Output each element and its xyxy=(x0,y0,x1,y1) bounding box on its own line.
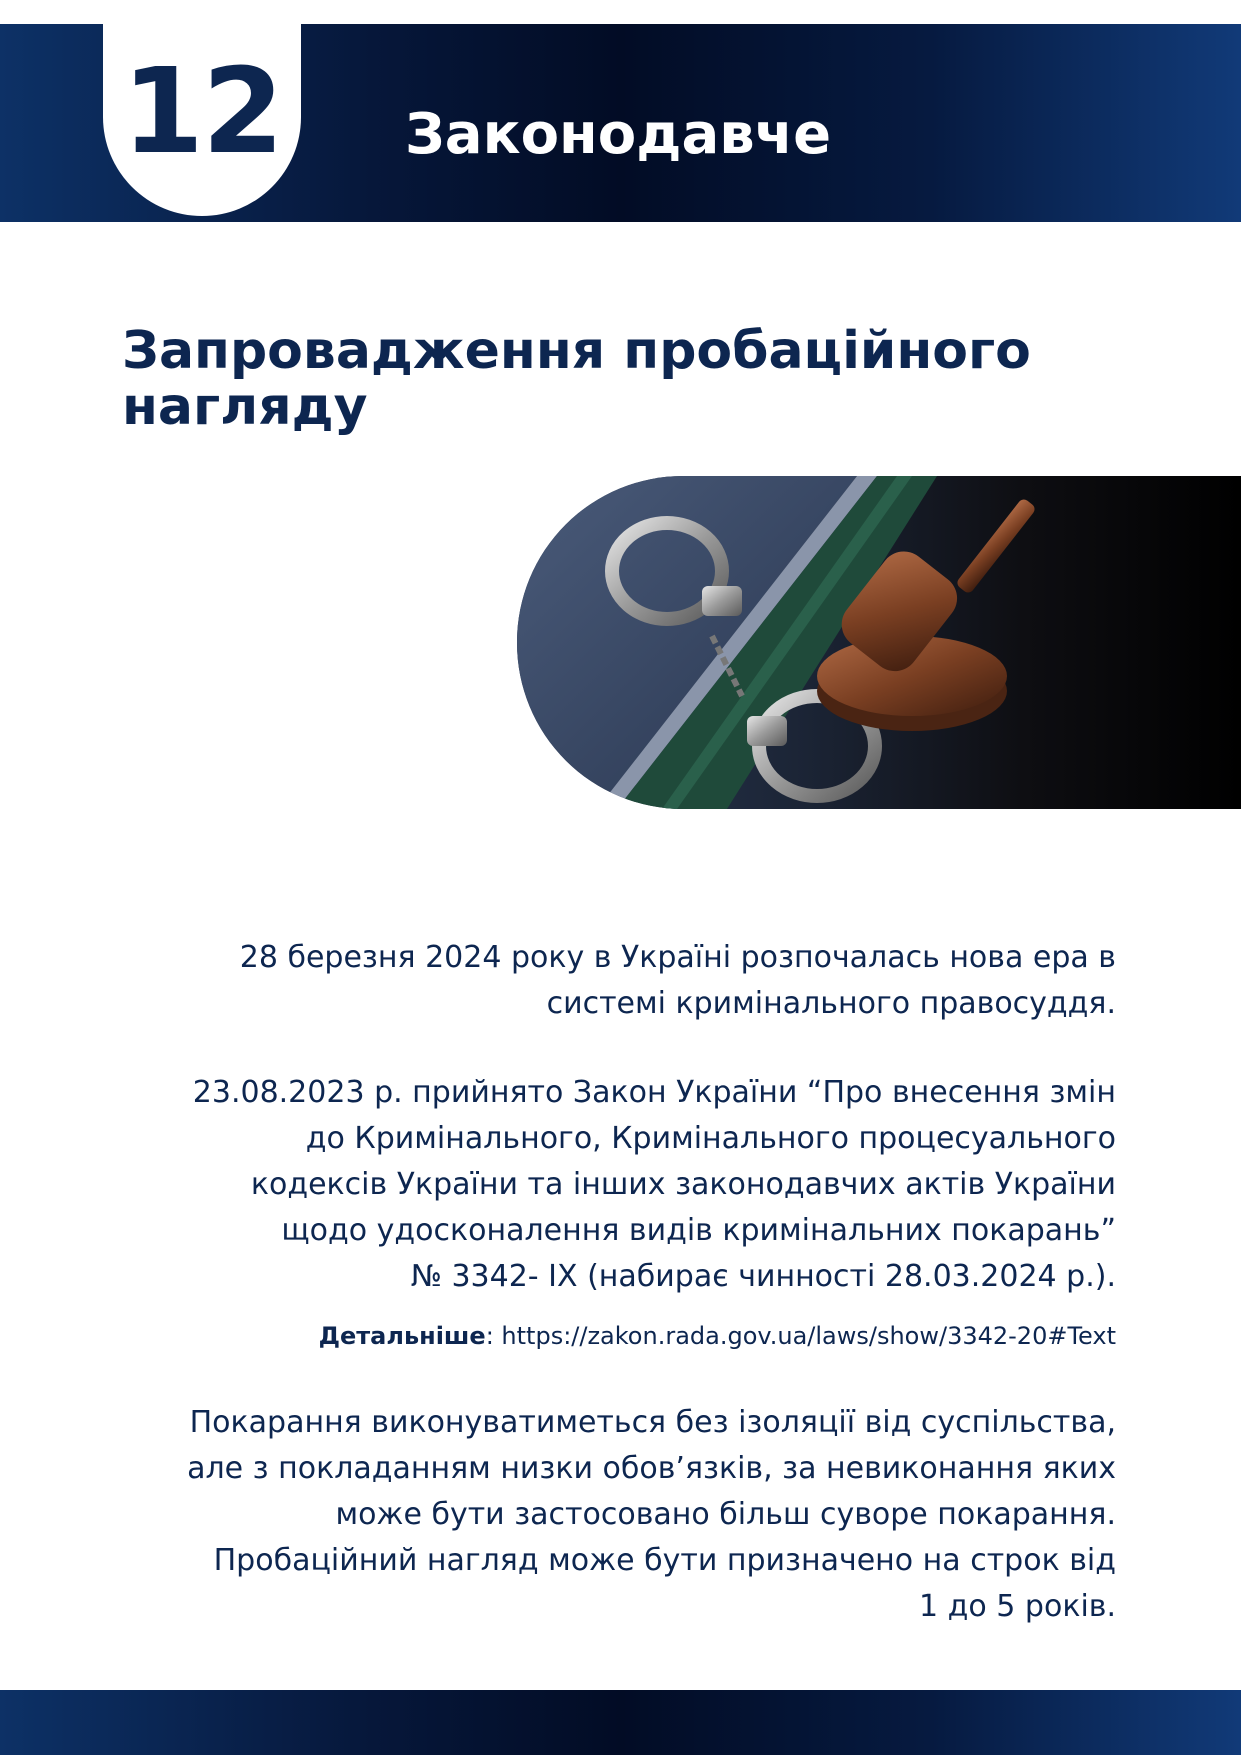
article-title-line-1: Запровадження пробаційного xyxy=(122,321,1031,381)
text-line: системі кримінального правосуддя. xyxy=(546,986,1116,1021)
text-line: Покарання виконуватиметься без ізоляції від суспільства, xyxy=(189,1405,1116,1440)
section-title: Законодавче xyxy=(405,102,832,167)
text-line: Пробаційний нагляд може бути призначено на строк від xyxy=(213,1543,1116,1578)
more-info-label: Детальніше xyxy=(318,1322,486,1350)
article-title xyxy=(122,323,1122,435)
page-number: 12 xyxy=(121,42,283,180)
law-link[interactable]: https://zakon.rada.gov.ua/laws/show/3342-20#Text xyxy=(501,1322,1116,1350)
text-line: може бути застосовано більш суворе покарання. xyxy=(335,1497,1116,1532)
text-line: але з покладанням низки обов’язків, за невиконання яких xyxy=(187,1451,1116,1486)
article-title-line-2: нагляду xyxy=(122,377,368,437)
text-line: 1 до 5 років. xyxy=(919,1589,1116,1624)
intro-paragraph xyxy=(116,935,1116,1027)
law-paragraph xyxy=(116,1070,1116,1300)
text-line: 28 березня 2024 року в Україні розпочалась нова ера в xyxy=(239,940,1116,975)
text-line: кодексів України та інших законодавчих актів України xyxy=(250,1167,1116,1202)
text-line: № 3342- IX (набирає чинності 28.03.2024 р.). xyxy=(410,1259,1116,1294)
hero-image xyxy=(517,476,1241,809)
text-line: 23.08.2023 р. прийнято Закон України “Про внесення змін xyxy=(192,1075,1116,1110)
header-band xyxy=(0,24,1241,222)
text-line: щодо удосконалення видів кримінальних покарань” xyxy=(281,1213,1116,1248)
text-line: до Кримінального, Кримінального процесуального xyxy=(305,1121,1116,1156)
page-number-badge xyxy=(103,24,301,216)
penalty-paragraph xyxy=(116,1400,1116,1630)
footer-band xyxy=(0,1690,1241,1755)
more-info-line xyxy=(116,1318,1116,1354)
more-info-separator: : xyxy=(485,1322,502,1350)
